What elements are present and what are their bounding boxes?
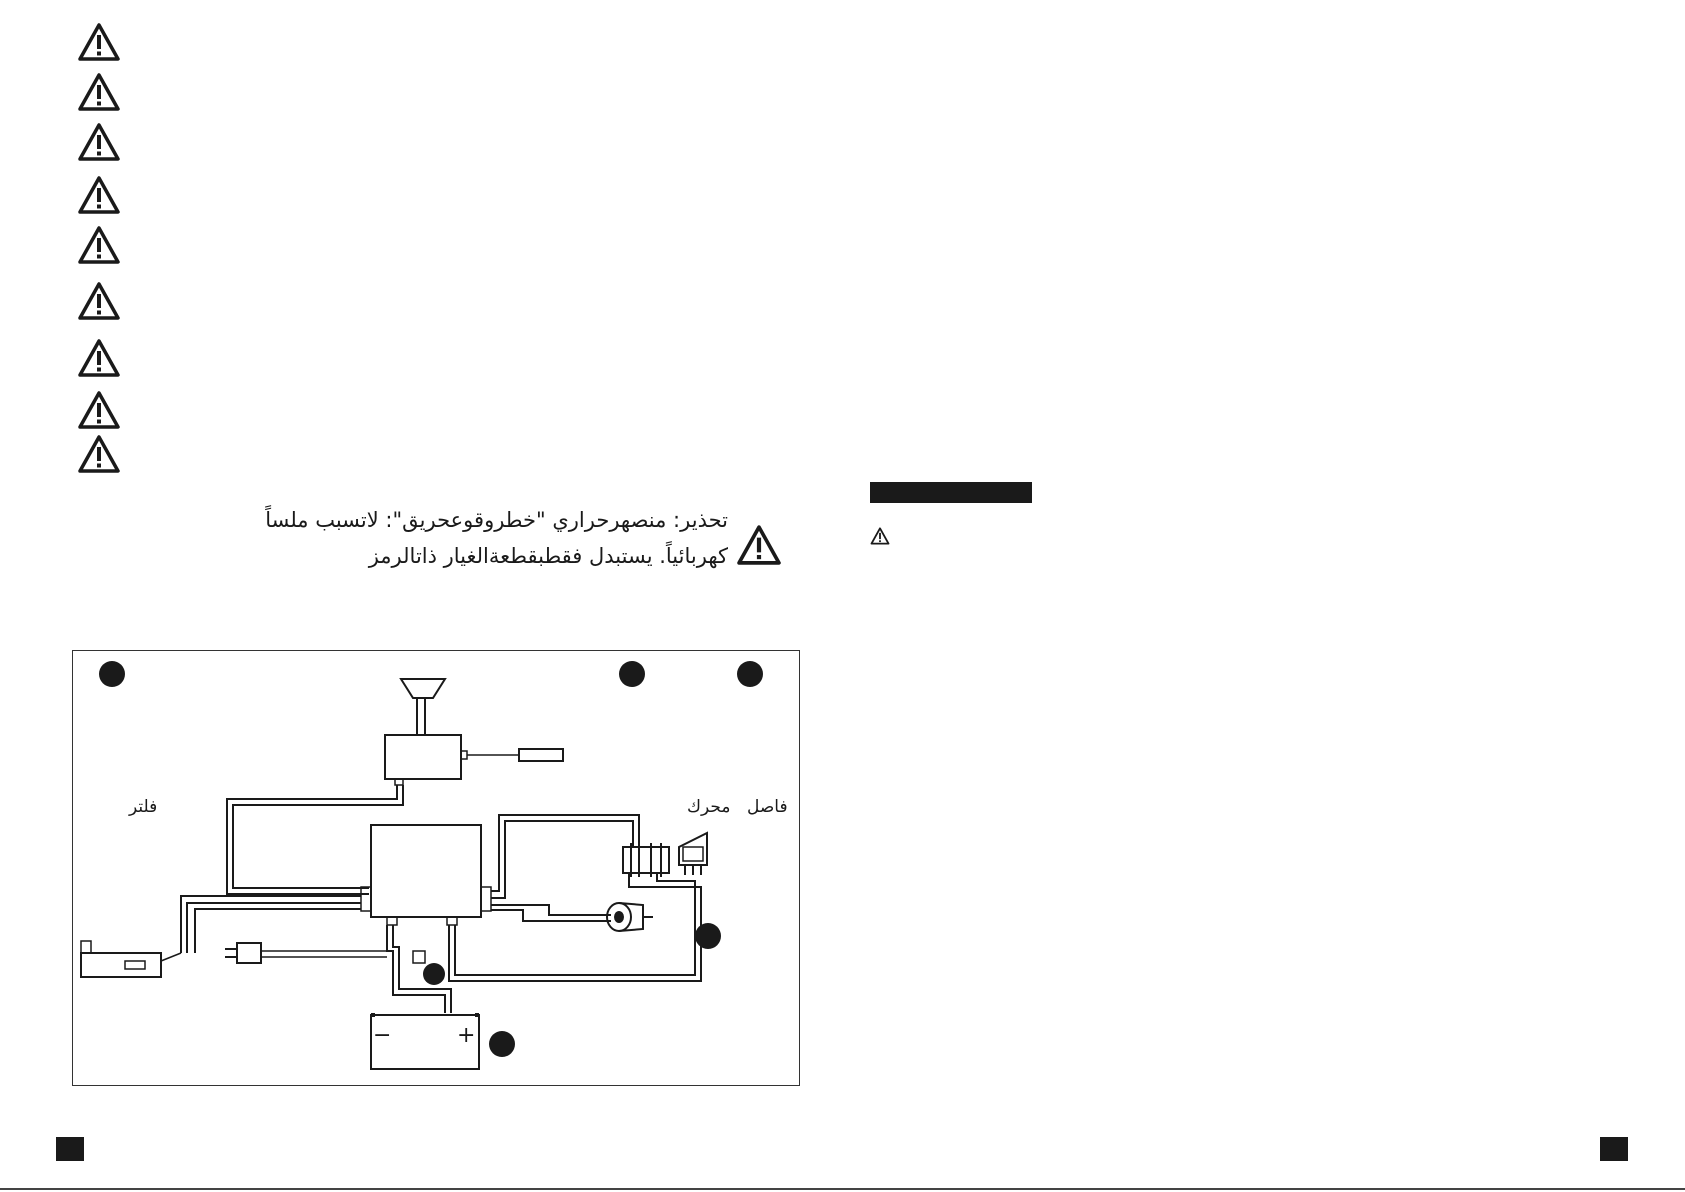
warning-triangle-icon: [78, 72, 120, 112]
callout-dot: [695, 923, 721, 949]
callout-dot: [737, 661, 763, 687]
callout-dot: [99, 661, 125, 687]
fuse-warning-line-1: تحذير: منصهرحراري "خطروقوعحريق": لاتسبب ملساً: [265, 508, 728, 532]
warning-triangle-icon: [78, 175, 120, 215]
page-marker-left: [56, 1137, 84, 1161]
fuse-warning-line-2: كهربائياً. يستبدل فقطبقطعةالغيار ذاتالرمز: [368, 544, 728, 568]
warning-triangle-icon: [78, 225, 120, 265]
label-filter: فلتر: [129, 797, 158, 817]
label-switch: فاصل: [747, 797, 788, 817]
bottom-rule: [0, 1188, 1685, 1190]
warning-triangle-icon: [78, 434, 120, 474]
page-marker-right: [1600, 1137, 1628, 1161]
wiring-diagram: [72, 650, 800, 1086]
warning-triangle-icon: [736, 524, 782, 566]
warning-triangle-icon: [78, 338, 120, 378]
battery-minus-sign: −: [373, 1023, 392, 1048]
callout-dot: [423, 963, 445, 985]
callout-dot: [619, 661, 645, 687]
callout-dot: [489, 1031, 515, 1057]
label-motor: محرك: [687, 797, 731, 817]
warning-triangle-icon: [78, 281, 120, 321]
warning-triangle-icon: [78, 390, 120, 430]
wiring-diagram-drawing: [73, 651, 801, 1087]
warning-triangle-icon: [78, 22, 120, 62]
warning-triangle-icon: [78, 122, 120, 162]
warning-triangle-icon: [870, 527, 890, 545]
battery-plus-sign: +: [457, 1023, 476, 1048]
section-header-bar: [870, 482, 1032, 503]
